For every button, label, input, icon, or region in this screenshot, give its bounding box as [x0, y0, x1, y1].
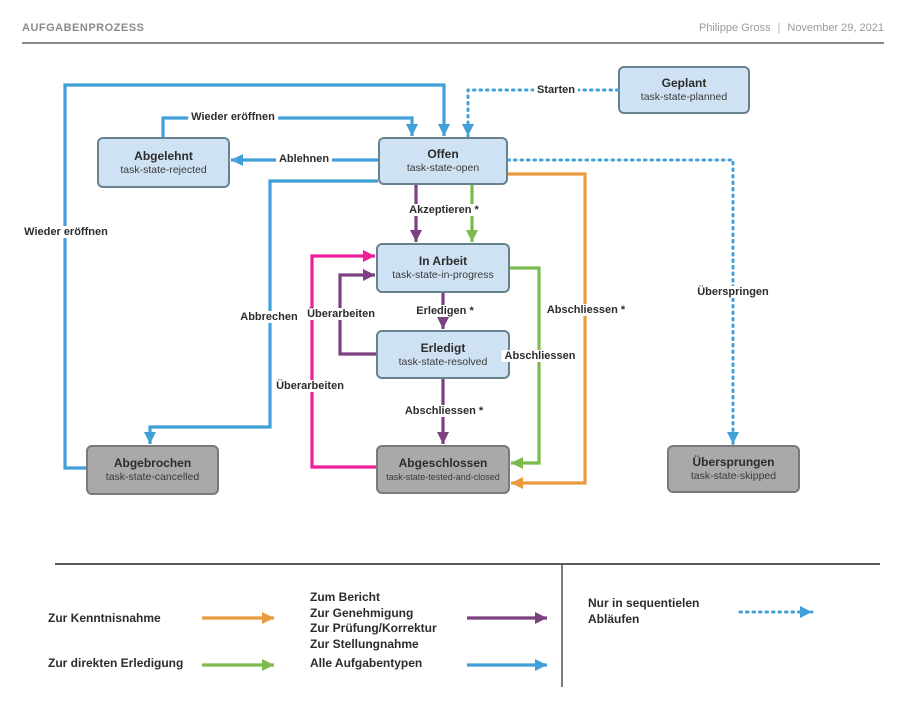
node-abgeschlossen — [376, 445, 510, 494]
author-name: Philippe Gross — [698, 22, 771, 34]
header-byline — [699, 22, 884, 34]
edge-label-starten: Starten — [534, 84, 578, 96]
legend-line-zur-stellungnahme: Zur Stellungnahme — [310, 636, 419, 651]
edge-label-ueberarbeiten-purple: Überarbeiten — [304, 308, 378, 320]
node-abgelehnt-title: Abgelehnt — [134, 148, 193, 163]
legend-line-zum-bericht: Zum Bericht — [310, 590, 381, 604]
legend-label-alle-aufgabentypen: Alle Aufgabentypen — [310, 656, 423, 670]
node-uebersprungen-title: Übersprungen — [692, 455, 775, 469]
byline-separator: | — [777, 22, 781, 34]
edge-label-akzeptieren: Akzeptieren * — [406, 204, 482, 216]
edge-label-wieder-eroeffnen-abgelehnt: Wieder eröffnen — [188, 111, 278, 123]
node-abgelehnt-subtitle: task-state-rejected — [120, 163, 207, 176]
node-erledigt-title: Erledigt — [420, 340, 466, 355]
node-abgeschlossen-subtitle: task-state-tested-and-closed — [386, 471, 500, 482]
edge-label-abschliessen-green: Abschliessen — [502, 350, 579, 362]
legend-line-zur-genehmigung: Zur Genehmigung — [310, 605, 414, 620]
legend-line-zur-pruefung: Zur Prüfung/Korrektur — [310, 621, 437, 635]
edge-ueberarbeiten-magenta — [312, 256, 376, 467]
edge-label-abbrechen: Abbrechen — [237, 311, 300, 323]
edge-label-abschliessen-mid: Abschliessen * — [402, 405, 486, 417]
node-in-arbeit-title: In Arbeit — [418, 254, 468, 268]
edge-label-erledigen: Erledigen * — [413, 305, 476, 317]
node-abgebrochen-title: Abgebrochen — [113, 456, 192, 470]
node-geplant-subtitle: task-state-planned — [640, 91, 728, 103]
node-in-arbeit-subtitle: task-state-in-progress — [392, 269, 494, 281]
node-offen — [378, 137, 508, 185]
node-erledigt — [376, 330, 510, 379]
legend-line-sequentiell-1: Nur in sequentielen — [588, 596, 700, 610]
node-abgeschlossen-title: Abgeschlossen — [398, 455, 488, 470]
edge-label-ueberarbeiten-magenta: Überarbeiten — [273, 380, 347, 392]
node-uebersprungen — [667, 445, 800, 493]
edge-label-abschliessen-orange: Abschliessen * — [544, 304, 628, 316]
node-geplant — [618, 66, 750, 114]
legend-top-divider — [55, 563, 880, 565]
legend-label-kenntnisnahme: Zur Kenntnisnahme — [48, 611, 161, 625]
edge-label-ueberspringen: Überspringen — [694, 286, 772, 298]
edge-abschliessen-orange — [508, 174, 585, 483]
node-abgebrochen — [86, 445, 219, 495]
node-offen-title: Offen — [427, 147, 459, 161]
legend-vertical-divider — [561, 565, 563, 687]
node-erledigt-subtitle: task-state-resolved — [398, 355, 488, 368]
header-divider — [22, 42, 884, 44]
edge-label-ablehnen: Ablehnen — [276, 153, 332, 165]
node-offen-subtitle: task-state-open — [406, 162, 480, 174]
edge-ueberspringen — [508, 160, 733, 444]
legend-label-direkte-erledigung: Zur direkten Erledigung — [48, 656, 184, 670]
node-geplant-title: Geplant — [661, 76, 707, 90]
legend-line-sequentiell-2: Abläufen — [588, 611, 640, 626]
edge-starten — [468, 90, 618, 136]
date-text: November 29, 2021 — [787, 22, 884, 34]
legend-label-sequentiell — [588, 596, 699, 627]
edge-abschliessen-green — [510, 268, 539, 463]
node-abgelehnt — [97, 137, 230, 188]
page-title: AUFGABENPROZESS — [22, 22, 145, 34]
legend-label-bericht-group — [310, 590, 437, 652]
node-in-arbeit — [376, 243, 510, 293]
node-abgebrochen-subtitle: task-state-cancelled — [105, 471, 200, 483]
edge-label-wieder-eroeffnen-abgebrochen: Wieder eröffnen — [21, 226, 111, 238]
node-uebersprungen-subtitle: task-state-skipped — [690, 470, 777, 482]
